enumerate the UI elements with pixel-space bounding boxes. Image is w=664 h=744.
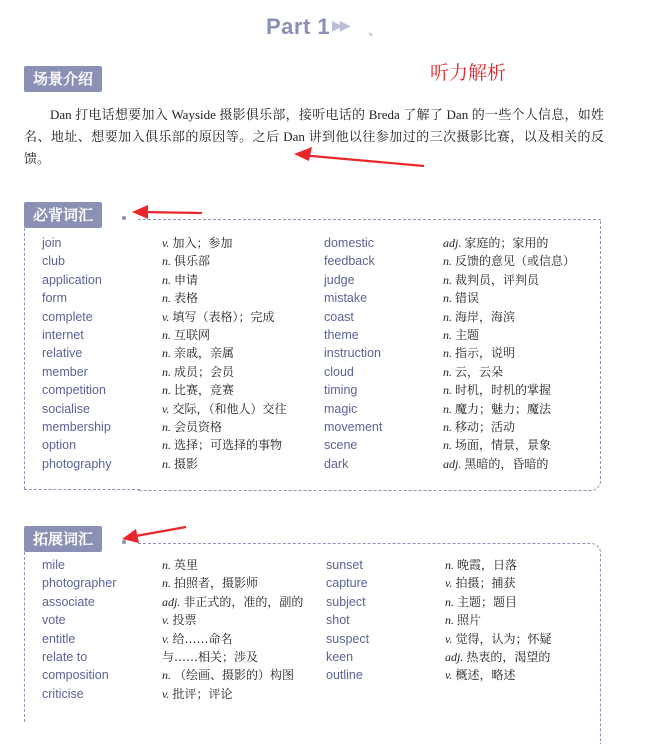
vocab-pos: v.	[445, 631, 453, 646]
vocab-meaning: 场面，情景，景象	[455, 438, 552, 453]
vocab-meaning: 魔力；魅力；魔法	[455, 401, 552, 416]
vocab-word: magic	[324, 401, 358, 416]
vocab-pos: v.	[162, 236, 170, 250]
required-box-bottom-edge	[24, 489, 140, 490]
vocab-word: competition	[42, 383, 106, 398]
vocab-definition	[162, 574, 258, 592]
vocab-definition	[162, 685, 232, 703]
vocab-meaning: 会员资格	[174, 420, 223, 434]
vocab-meaning: 选择；可选择的事物	[174, 438, 283, 453]
vocab-definition	[162, 400, 286, 418]
vocab-definition	[443, 400, 551, 418]
vocab-definition	[162, 593, 303, 611]
vocab-definition	[162, 611, 196, 629]
vocab-word: relate to	[42, 650, 88, 664]
vocab-meaning: 批评；评论	[172, 686, 233, 701]
vocab-meaning: 主题；题目	[457, 594, 518, 609]
vocab-word: complete	[42, 309, 93, 324]
vocab-definition	[162, 455, 198, 473]
tag-dot	[122, 540, 126, 544]
vocab-word: photographer	[42, 576, 117, 591]
vocab-definition	[445, 556, 517, 574]
vocab-meaning: 家庭的；家用的	[464, 236, 549, 250]
vocab-pos: adj.	[443, 236, 462, 250]
vocab-word: capture	[326, 576, 368, 591]
vocab-definition	[445, 574, 515, 592]
vocab-pos: n.	[443, 420, 452, 434]
vocab-meaning: 给……命名	[172, 631, 233, 646]
vocab-pos: n.	[443, 291, 452, 306]
vocab-definition	[162, 436, 282, 454]
vocab-pos: n.	[445, 613, 454, 628]
vocab-definition	[162, 326, 210, 344]
vocab-pos: n.	[443, 401, 452, 416]
scene-tag: 场景介绍	[24, 66, 102, 92]
vocab-pos: n.	[443, 328, 452, 342]
vocab-meaning: 非正式的，准的，副的	[183, 594, 304, 609]
vocab-word: keen	[326, 650, 354, 664]
vocab-word: socialise	[42, 401, 90, 416]
vocab-word: member	[42, 364, 88, 379]
vocab-meaning: 成员；会员	[174, 364, 235, 379]
vocab-word: option	[42, 438, 77, 453]
vocab-definition	[443, 289, 479, 307]
vocab-definition	[162, 381, 234, 399]
vocab-meaning: 时机，时机的掌握	[455, 383, 552, 398]
vocab-meaning: 拍照者，摄影师	[174, 576, 259, 591]
vocab-meaning: 互联网	[174, 328, 211, 342]
vocab-word: relative	[42, 346, 83, 361]
vocab-pos: v.	[162, 613, 170, 628]
vocab-meaning: 申请	[174, 272, 199, 287]
vocab-word: vote	[42, 613, 66, 628]
vocab-pos: v.	[162, 401, 170, 416]
vocab-definition	[443, 455, 548, 473]
vocab-pos: v.	[162, 631, 170, 646]
vocab-word: feedback	[324, 254, 375, 269]
vocab-definition	[443, 308, 515, 326]
vocab-definition	[162, 418, 222, 436]
vocab-word: suspect	[326, 631, 370, 646]
vocab-word: outline	[326, 668, 363, 683]
vocab-definition	[162, 363, 234, 381]
vocab-pos: n.	[162, 576, 171, 591]
vocab-pos: n.	[162, 291, 171, 306]
vocab-pos: n.	[162, 383, 171, 398]
extended-vocab-tag: 拓展词汇	[24, 526, 102, 552]
vocab-meaning: 加入；参加	[172, 236, 233, 250]
vocab-pos: n.	[443, 346, 452, 361]
vocab-pos: n.	[162, 272, 171, 287]
vocab-pos: v.	[445, 668, 453, 683]
vocab-meaning: 与……相关；涉及	[162, 650, 259, 664]
vocab-meaning: 比赛，竞赛	[174, 383, 235, 398]
vocab-meaning: 移动；活动	[455, 420, 516, 434]
vocab-pos: v.	[445, 576, 453, 591]
vocab-definition	[445, 611, 481, 629]
vocab-pos: v.	[162, 686, 170, 701]
vocab-pos: adj.	[162, 594, 181, 609]
vocab-word: membership	[42, 420, 111, 434]
vocab-meaning: 晚霞，日落	[457, 558, 518, 572]
vocab-definition	[443, 271, 539, 289]
vocab-definition	[162, 308, 274, 326]
vocab-word: photography	[42, 456, 112, 471]
vocab-word: mistake	[324, 291, 368, 306]
vocab-pos: n.	[443, 364, 452, 379]
vocab-pos: n.	[162, 558, 171, 572]
vocab-meaning: 海岸，海滨	[455, 309, 516, 324]
vocab-word: entitle	[42, 631, 76, 646]
required-box-left-edge	[24, 228, 25, 489]
vocab-definition	[162, 234, 232, 252]
vocab-definition	[443, 326, 479, 344]
vocab-word: subject	[326, 594, 366, 609]
vocab-meaning: 云，云朵	[455, 364, 504, 379]
vocab-meaning: 俱乐部	[174, 254, 211, 269]
vocab-pos: n.	[162, 668, 171, 683]
vocab-word: dark	[324, 456, 349, 471]
vocab-pos: v.	[162, 309, 170, 324]
vocab-word: mile	[42, 558, 65, 572]
vocab-definition	[162, 630, 232, 648]
vocab-pos: n.	[443, 383, 452, 398]
vocab-word: join	[42, 236, 62, 250]
vocab-definition	[445, 630, 551, 648]
vocab-word: coast	[324, 309, 354, 324]
vocab-word: scene	[324, 438, 358, 453]
part-arrows-icon: ▶▶	[332, 18, 348, 34]
vocab-meaning: 主题	[455, 328, 480, 342]
part-dots: 、	[368, 23, 382, 39]
vocab-pos: n.	[162, 364, 171, 379]
vocab-pos: n.	[443, 254, 452, 269]
vocab-definition	[445, 648, 550, 666]
vocab-definition	[443, 252, 575, 270]
vocab-meaning: 裁判员，评判员	[455, 272, 540, 287]
scene-description: Dan 打电话想要加入 Wayside 摄影俱乐部，接听电话的 Breda 了解了 Dan 的一些个人信息，如姓名、地址、想要加入俱乐部的原因等。之后 Dan 讲到他以往参加过的三次摄影比赛，以及相关的反馈。	[24, 107, 604, 166]
vocab-definition	[162, 648, 258, 666]
vocab-meaning: 摄影	[174, 456, 199, 471]
vocab-meaning: 黑暗的，昏暗的	[464, 456, 549, 471]
vocab-pos: n.	[162, 328, 171, 342]
vocab-pos: n.	[445, 594, 454, 609]
vocab-pos: n.	[162, 456, 171, 471]
vocab-meaning: 拍摄；捕获	[455, 576, 516, 591]
vocab-word: theme	[324, 328, 359, 342]
vocab-word: sunset	[326, 558, 363, 572]
vocab-meaning: 交际，（和他人）交往	[172, 401, 287, 416]
vocab-pos: n.	[443, 438, 452, 453]
vocab-definition	[443, 381, 551, 399]
vocab-meaning: 填写（表格）；完成	[172, 309, 275, 324]
vocab-pos: n.	[162, 254, 171, 269]
vocab-definition	[443, 363, 503, 381]
vocab-meaning: 亲戚，亲属	[174, 346, 235, 361]
vocab-meaning: （绘画、摄影的）构图	[174, 668, 295, 683]
vocab-pos: n.	[162, 420, 171, 434]
vocab-definition	[443, 234, 548, 252]
vocab-word: timing	[324, 383, 358, 398]
vocab-meaning: 英里	[174, 558, 199, 572]
vocab-definition	[443, 344, 515, 362]
vocab-word: application	[42, 272, 102, 287]
vocab-meaning: 反馈的意见（或信息）	[455, 254, 576, 269]
vocab-pos: n.	[162, 438, 171, 453]
vocab-meaning: 照片	[457, 613, 482, 628]
vocab-word: domestic	[324, 236, 375, 250]
vocab-definition	[162, 289, 198, 307]
vocab-pos: adj.	[443, 456, 462, 471]
vocab-meaning: 觉得，认为；怀疑	[455, 631, 552, 646]
vocab-pos: n.	[443, 272, 452, 287]
vocab-word: associate	[42, 594, 95, 609]
vocab-definition	[162, 252, 210, 270]
vocab-word: cloud	[324, 364, 354, 379]
vocab-meaning: 投票	[172, 613, 197, 628]
vocab-definition	[162, 666, 294, 684]
part-title: Part 1	[266, 14, 331, 39]
vocab-word: composition	[42, 668, 109, 683]
vocab-word: internet	[42, 328, 84, 342]
vocab-definition	[162, 344, 234, 362]
vocab-pos: n.	[445, 558, 454, 572]
vocab-word: form	[42, 291, 67, 306]
tag-dot	[122, 216, 126, 220]
vocab-meaning: 概述，略述	[455, 668, 516, 683]
vocab-meaning: 表格	[174, 291, 199, 306]
vocab-definition	[445, 593, 517, 611]
vocab-definition	[162, 556, 198, 574]
vocab-meaning: 错误	[455, 291, 480, 306]
vocab-word: shot	[326, 613, 350, 628]
vocab-pos: adj.	[445, 650, 464, 664]
vocab-word: judge	[324, 272, 355, 287]
vocab-definition	[445, 666, 515, 684]
vocab-word: club	[42, 254, 65, 269]
vocab-word: movement	[324, 420, 383, 434]
extended-box-left-edge	[24, 552, 25, 722]
vocab-definition	[162, 271, 198, 289]
vocab-pos: n.	[162, 346, 171, 361]
vocab-definition	[443, 436, 551, 454]
vocab-word: criticise	[42, 686, 84, 701]
vocab-definition	[443, 418, 515, 436]
red-annotation: 听力解析	[430, 62, 507, 84]
vocab-meaning: 指示，说明	[455, 346, 516, 361]
required-vocab-tag: 必背词汇	[24, 202, 102, 228]
vocab-pos: n.	[443, 309, 452, 324]
vocab-word: instruction	[324, 346, 381, 361]
vocab-meaning: 热衷的，渴望的	[466, 650, 551, 664]
